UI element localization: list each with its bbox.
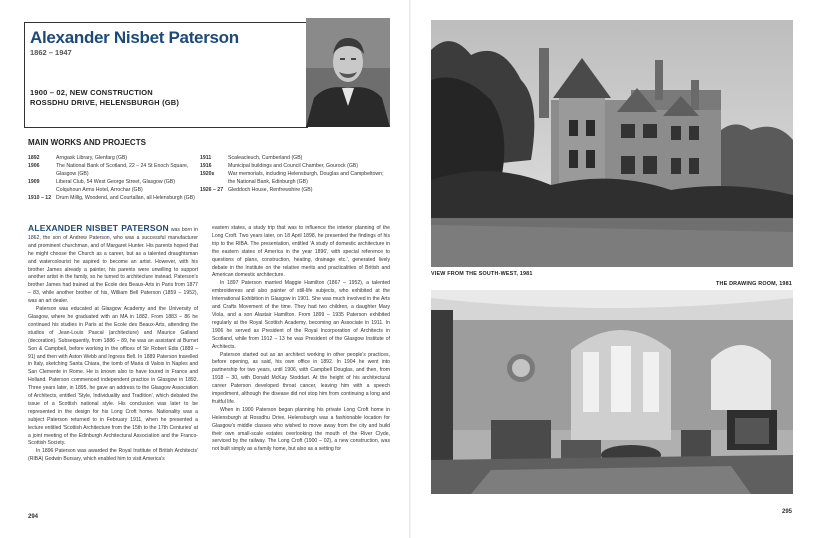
work-item [200, 162, 390, 170]
body-paragraph: Paterson was educated at Glasgow Academy and the University of Glasgow, where he graduated with an MA in 1882. From 1883 – 86 he continued his studies in Paris at the Ecole des Beaux-Arts, attending the studios of Jean-Louis Pascal (architecture) and Maurice Galland (decoration). Subsequently, from 1886 – 89, he was an assistant at Burnet Son & Campbell, before working in the offices of Sir Robert Edis (1889 – 91) and then with Aston Webb and Ingress Bell. In 1889 Paterson travelled in Italy, sketching Santa Chiara, the tomb of Maria di Valois in Naples and San Clemente in Rome. He is known also to have toured in France and Holland. Paterson commenced independent practice in Glasgow in 1892. Three years later, in 1895, he gave an address to the Glasgow Association of Architects, entitled 'Style, Individuality and Tradition', which debated the issue of a Scottish national style. His conclusion was later to be represented in the design for his Long Croft home. Nationality was a subject Paterson returned to in February 1911, when he presented a lecture entitled 'Scottish Architecture from the 15th to the 17th Centuries' at a joint meeting of the Edinburgh Architectural Association and the Franco-Scottish Society. [28, 306, 198, 447]
body-paragraph [28, 225, 198, 306]
work-year: 1910 – 12 [28, 195, 52, 201]
body-column-2 [212, 225, 390, 454]
work-text: Gleddoch House, Renfrewshire (GB) [228, 187, 313, 193]
body-paragraph: In 1896 Paterson was awarded the Royal Institute of British Architects' (RIBA) Godwin Bursary, which enabled him to visit America's [28, 448, 198, 463]
work-text: Scaleacleuch, Cumberland (GB) [228, 155, 303, 161]
work-year: 1909 [28, 179, 40, 185]
work-year: 1926 – 27 [200, 187, 224, 193]
work-item [28, 162, 196, 178]
work-year: 1920s [200, 171, 215, 177]
work-text: Arngask Library, Glenfarg (GB) [56, 155, 128, 161]
body-column-1 [28, 225, 198, 464]
work-year: 1906 [28, 163, 40, 169]
work-item [200, 186, 390, 194]
works-list-left [28, 154, 196, 202]
drawing-room-photo [431, 290, 793, 494]
book-gutter [409, 0, 411, 538]
interior-caption: THE DRAWING ROOM, 1981 [716, 281, 792, 287]
work-year: 1892 [28, 155, 40, 161]
work-item [28, 194, 196, 202]
work-text: Drum Millig, Woodend, and Courtallan, all Helensburgh (GB) [56, 195, 195, 201]
main-works-heading: MAIN WORKS AND PROJECTS [28, 138, 146, 147]
work-text: Liberal Club, 54 West George Street, Glasgow (GB) Colquhoun Arms Hotel, Arrochar (GB) [56, 179, 175, 193]
architect-years: 1862 – 1947 [30, 48, 72, 57]
body-paragraph: In 1897 Paterson married Maggie Hamilton (1867 – 1952), a talented embroideress and also painter of still-life subjects, who exhibited at the International Exhibition in Glasgow in 1901. She was much involved in the Arts and Crafts Movement of the time. They had two children, a daughter Mary Viola, and a son Alastair Hamilton. From 1899 – 1935 Paterson exhibited regularly at the Royal Scottish Academy, becoming an Associate in 1911. In 1906 he served as President of the Royal Incorporation of Architects in Scotland, while from 1912 – 13 he was President of the Glasgow Institute of Architects. [212, 280, 390, 350]
work-year: 1916 [200, 163, 212, 169]
work-year: 1911 [200, 155, 212, 161]
exterior-caption: VIEW FROM THE SOUTH-WEST, 1981 [431, 271, 533, 277]
lead-name: ALEXANDER NISBET PATERSON [28, 223, 169, 233]
body-paragraph: eastern states, a study trip that was to influence the interior planning of the Long Croft. Two years later, on 18 April 1898, he presented the findings of his trip to the RIBA. The presentation, entitled 'A study of domestic architecture in the eastern states of America in the year 1896', with special reference to questions of plans, construction, heating, drainage etc.', generated lively debate in the Institute on the relative merits and practicalities of British and American domestic architecture. [212, 225, 390, 279]
works-list-right [200, 154, 390, 194]
architect-portrait-photo [306, 18, 390, 127]
work-item [200, 170, 390, 186]
work-item [28, 154, 196, 162]
body-paragraph: When in 1900 Paterson began planning his private Long Croft home in Helensburgh at Rossdhu Drive, Helensburgh was a fashionable location for Glasgow's middle classes who wished to move away from the city and build their own small-scale estates overlooking the mouth of the River Clyde, serviced by the railway. The Long Croft (1900 – 02), a new construction, was not built simply as a family home, but also as a setting for [212, 406, 390, 453]
project-location: ROSSDHU DRIVE, HELENSBURGH (GB) [30, 98, 180, 107]
work-text: Municipal buildings and Council Chamber, Gourock (GB) [228, 163, 359, 169]
body-text: was born in 1862, the son of Andrew Paterson, who was a successful manufacturer and prominent churchman, and of Margaret Hunter. His parents hoped that he might choose the Church as a career, but as a talented draughtsman and watercolourist he aspired to become an artist. However, with his brother James already a painter, his parents were unwilling to support another artist in the family, so he turned to architecture instead. Paterson's brother James had trained at the Ecole des Beaux-Arts in Paris from 1877 – 83, while another brother of his, William Bell Paterson (1859 – 1952), was an art dealer. [28, 227, 198, 305]
work-item [200, 154, 390, 162]
work-text: War memorials, including Helensburgh, Douglas and Campbeltown; the National Bank, Edinburgh (GB) [228, 171, 384, 185]
architect-name: Alexander Nisbet Paterson [30, 28, 239, 47]
page-number-right: 295 [781, 509, 792, 515]
page-number-left: 294 [28, 514, 39, 520]
body-paragraph: Paterson started out as an architect working in other people's practices, before opening, as said, his own office in 1892. In 1904 he went into partnership for two years, until 1906, with Campbell Douglas, and then, from 1918 – 30, with Donald McKay Stoddart. At the height of his architectural career Paterson developed throat cancer, leaving him with a speech impediment, although the disease did not stop him from continuing a long and fruitful life. [212, 351, 390, 405]
exterior-house-photo [431, 20, 793, 267]
project-date: 1900 – 02, NEW CONSTRUCTION [30, 88, 153, 97]
work-item [28, 178, 196, 194]
work-text: The National Bank of Scotland, 22 – 24 St Enoch Square, Glasgow (GB) [56, 163, 189, 177]
